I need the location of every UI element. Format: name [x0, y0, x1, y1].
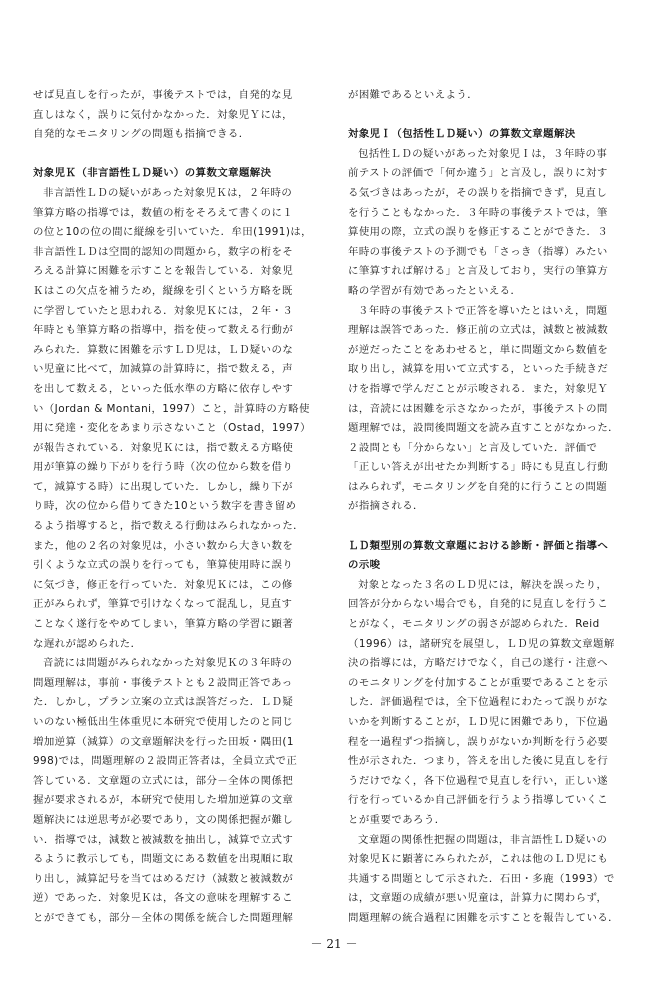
- body-line: 題解決には逆思考が必要であり，文の関係把握が難し: [33, 813, 294, 826]
- section-heading-implications: ＬＤ類型別の算数文章題における診断・評価と指導へ: [348, 539, 609, 552]
- body-line: 自発的なモニタリングの問題も指摘できる．: [33, 128, 250, 141]
- body-line: 正がみられず，筆算で引けなくなって混乱し，見直す: [33, 598, 293, 611]
- body-line: 取り出し，減算を用いて立式する，といった手続きだ: [348, 363, 609, 376]
- body-line: 引くような立式の誤りを行っても，筆算使用時に誤り: [33, 559, 294, 572]
- body-line: 逆）であった．対象児Ｋは，各文の意味を理解するこ: [33, 892, 294, 905]
- body-line: 「正しい答えが出せたか判断する」時にも見直し行動: [348, 461, 609, 474]
- body-line: 直しはなく，誤りに気付かなかった．対象児Ｙには，: [33, 108, 293, 121]
- paragraph-gap: [348, 106, 636, 126]
- body-line: ２設問とも「分からない」と言及していた．評価で: [348, 441, 598, 454]
- body-line: 対象となった３名のＬＤ児には，解決を誤ったり，: [358, 578, 608, 591]
- body-line: 文章題の関係性把握の問題は，非言語性ＬＤ疑いの: [358, 833, 608, 846]
- body-line: 音読には問題がみられなかった対象児Ｋの３年時の: [43, 657, 293, 670]
- body-line: り時，次の位から借りてきた10という数字を書き留め: [33, 500, 297, 513]
- section-heading-subject-i: 対象児Ｉ（包括性ＬＤ疑い）の算数文章題解決: [348, 128, 576, 141]
- body-line: の位と10の位の間に縦線を引いていた．牟田(1991)は，: [33, 226, 313, 239]
- paragraph-gap: [348, 517, 636, 537]
- body-line: 略の学習が有効であったといえる．: [348, 284, 522, 297]
- body-line: 算使用の際，立式の誤りを修正することができた．３: [348, 226, 609, 239]
- body-line: とができても，部分－全体の関係を統合した問題理解: [33, 911, 294, 924]
- body-line: ろえる計算に困難を示すことを報告している．対象児: [33, 265, 294, 278]
- body-line: 非言語性ＬＤの疑いがあった対象児Ｋは，２年時の: [43, 186, 293, 199]
- right-column: [348, 86, 636, 929]
- body-line: はみられず，モニタリングを自発的に行うことの問題: [348, 480, 608, 493]
- body-line: 決の指導には，方略だけでなく，自己の遂行・注意へ: [348, 657, 608, 670]
- body-line: を行うこともなかった．３年時の事後テストでは，筆: [348, 206, 608, 219]
- body-line: （1996）は，諸研究を展望し，ＬＤ児の算数文章題解: [348, 637, 615, 650]
- body-line: い（Jordan & Montani，1997）こと，計算時の方略使: [33, 402, 310, 415]
- section-heading-implications-cont: の示唆: [348, 559, 381, 572]
- body-line: い．指導では，減数と被減数を抽出し，減算で立式す: [33, 833, 294, 846]
- body-line: 増加逆算（減算）の文章題解決を行った田坂・隅田(1: [33, 735, 294, 748]
- body-line: 答している．文章題の立式には，部分－全体の関係把: [33, 774, 294, 787]
- body-line: 理解は誤答であった．修正前の立式は，減数と被減数: [348, 324, 609, 337]
- body-line: るように教示しても，問題文にある数値を出現順に取: [33, 853, 294, 866]
- body-line: が逆だったことをあわせると，単に問題文から数値を: [348, 343, 609, 356]
- body-line: また，他の２名の対象児は，小さい数から大きい数を: [33, 539, 294, 552]
- body-line: 問題理解は，事前・事後テストとも２設問正答であっ: [33, 676, 293, 689]
- body-line: 年時の事後テストの予測でも「さっき（指導）みたい: [348, 245, 608, 258]
- body-line: 題理解では，設問後問題文を読み直すことがなかった．: [348, 422, 620, 435]
- body-line: が指摘される．: [348, 500, 424, 513]
- body-line: 回答が分からない場合でも，自発的に見直しを行うこ: [348, 598, 609, 611]
- body-line: は，音読には困難を示さなかったが，事後テストの問: [348, 402, 608, 415]
- body-line: が報告されている．対象児Ｋには，指で数える方略使: [33, 441, 294, 454]
- body-line: り出し，減算記号を当てはめるだけ（減数と被減数が: [33, 872, 294, 885]
- body-line: けを指導で学んだことが示唆される．また，対象児Ｙ: [348, 382, 609, 395]
- body-line: な遅れが認められた．: [33, 637, 142, 650]
- body-line: た．しかし，プラン立案の立式は誤答だった．ＬＤ疑: [33, 696, 294, 709]
- body-line: みられた．算数に困難を示すＬＤ児は，ＬＤ疑いのな: [33, 343, 294, 356]
- body-line: 行を行っているか自己評価を行うよう指導していくこ: [348, 794, 609, 807]
- body-line: 程を一過程ずつ指摘し，誤りがないか判断を行う必要: [348, 735, 609, 748]
- left-column: [33, 86, 321, 929]
- body-line: 対象児Ｋに顕著にみられたが，これは他のＬＤ児にも: [348, 853, 609, 866]
- body-line: いのない極低出生体重児に本研究で使用したのと同じ: [33, 716, 294, 728]
- body-line: 握が要求されるが，本研究で使用した増加逆算の文章: [33, 794, 294, 807]
- section-heading-subject-k: 対象児Ｋ（非言語性ＬＤ疑い）の算数文章題解決: [33, 167, 272, 180]
- body-line: 用に発達・変化をあまり示さないこと（Ostad，1997）: [33, 422, 311, 435]
- body-line: 共通する問題として示された．石田・多鹿（1993）で: [348, 872, 615, 885]
- body-line: 用が筆算の繰り下がりを行う時（次の位から数を借り: [33, 461, 294, 474]
- body-line: 前テストの評価で「何か違う」と言及し，誤りに対す: [348, 167, 608, 180]
- body-line: に気づき，修正を行っていた．対象児Ｋには，この修: [33, 578, 293, 591]
- body-line: は，文章題の成績が悪い児童は，計算力に関わらず，: [348, 892, 608, 905]
- body-line: いかを判断することが，ＬＤ児に困難であり，下位過: [348, 716, 609, 728]
- body-line: 問題理解の統合過程に困難を示すことを報告している．: [348, 911, 620, 924]
- body-line: が困難であるといえよう．: [348, 89, 479, 101]
- paragraph-gap: [33, 145, 321, 165]
- body-line: とが重要であろう．: [348, 813, 446, 826]
- body-line: を出して数える，といった低水準の方略に依存しやす: [33, 382, 294, 395]
- body-line: せば見直しを行ったが，事後テストでは，自発的な見: [33, 89, 293, 101]
- body-line: 包括性ＬＤの疑いがあった対象児Ｉは，３年時の事: [358, 147, 608, 160]
- body-line: した．評価過程では，全下位過程にわたって誤りがな: [348, 696, 609, 709]
- body-line: る気づきはあったが，その誤りを指摘できず，見直し: [348, 186, 608, 199]
- body-line: に筆算すれば解ける」と言及しており，実行の筆算方: [348, 265, 609, 278]
- body-line: 年時とも筆算方略の指導中，指を使って数える行動が: [33, 324, 294, 337]
- body-line: い児童に比べて，加減算の計算時に，指で数える，声: [33, 363, 293, 376]
- page-number: － 21 －: [310, 937, 358, 951]
- body-line: るよう指導すると，指で数える行動はみられなかった．: [33, 520, 305, 533]
- body-line: ことなく遂行をやめてしまい，筆算方略の学習に顕著: [33, 618, 294, 631]
- body-line: のモニタリングを付加することが重要であることを示: [348, 676, 608, 689]
- body-line: うだけでなく，各下位過程で見直しを行い，正しい遂: [348, 774, 608, 787]
- body-line: 非言語性ＬＤは空間的認知の問題から，数字の桁をそ: [33, 245, 294, 258]
- body-line: 性が示された．つまり，答えを出した後に見直しを行: [348, 755, 609, 768]
- body-line: Ｋはこの欠点を補うため，縦線を引くという方略を既: [33, 284, 293, 297]
- body-line: 998)では，問題理解の２設問正答者は，全員立式で正: [33, 755, 298, 768]
- body-line: 筆算方略の指導では，数値の桁をそろえて書くのに１: [33, 206, 294, 219]
- body-line: とがなく，モニタリングの弱さが認められた．Reid: [348, 618, 600, 631]
- body-line: ３年時の事後テストで正答を導いたとはいえ，問題: [358, 304, 608, 317]
- body-line: て，減算する時）に出現していた．しかし，繰り下が: [33, 480, 293, 493]
- body-line: に学習していたと思われる．対象児Ｋには，２年・３: [33, 304, 294, 317]
